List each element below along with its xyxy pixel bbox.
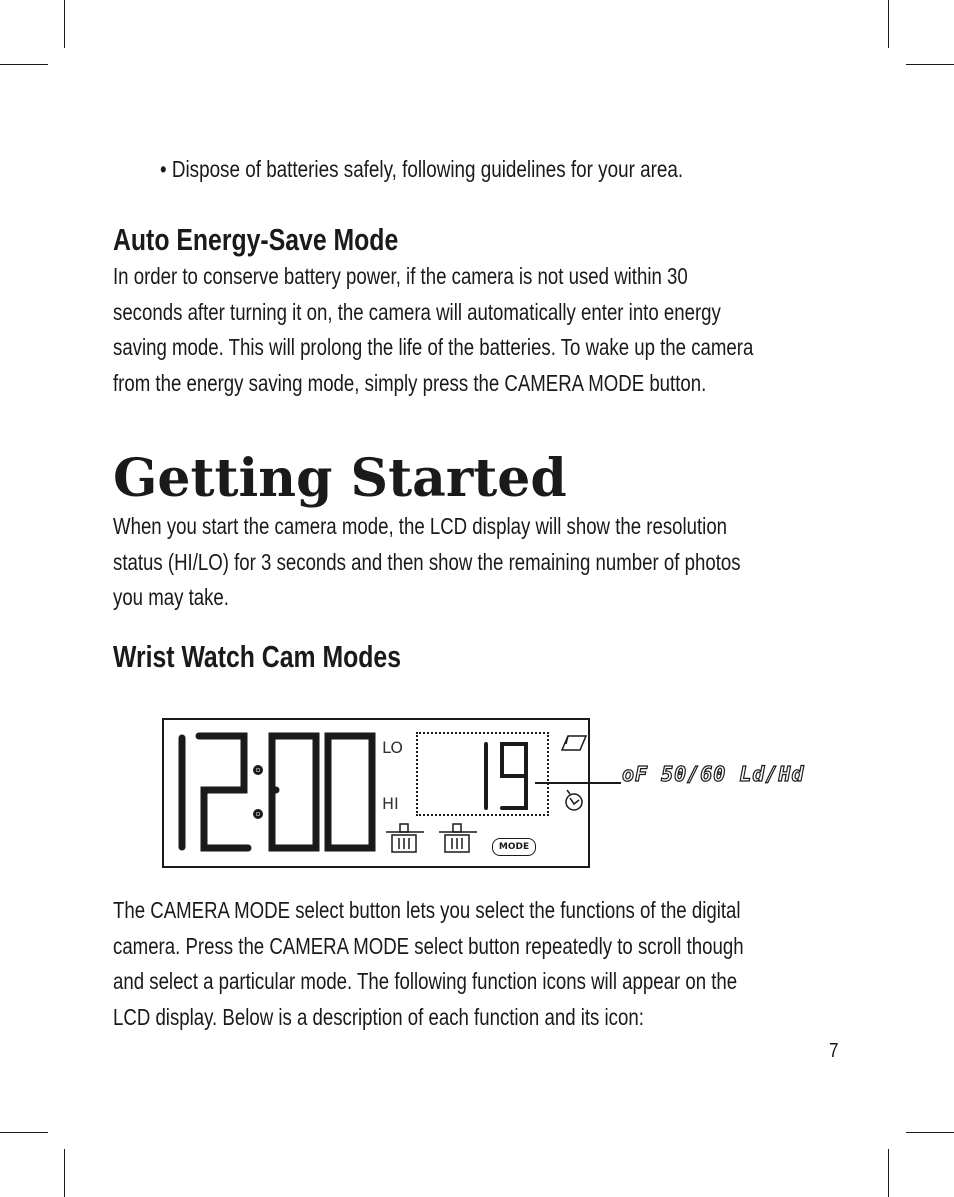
text-line: The CAMERA MODE select button lets you select the functions of the digital [113,897,741,923]
crop-mark [0,64,48,65]
text-line: you may take. [113,584,229,610]
crop-mark [0,1132,48,1133]
text-line: status (HI/LO) for 3 seconds and then show the remaining number of photos [113,548,741,575]
crop-mark [888,0,889,48]
text-line: from the energy saving mode, simply press the CAMERA MODE button. [113,369,707,396]
mode-icon: MODE [492,838,536,856]
heading-modes: Wrist Watch Cam Modes [113,639,401,674]
crop-mark [64,1149,65,1197]
paragraph-getting-started [113,509,842,616]
text-line: In order to conserve battery power, if the camera is not used within 30 [113,263,688,289]
heading-energy-save: Auto Energy-Save Mode [113,222,399,257]
lcd-display-figure [162,718,590,868]
text-line: LCD display. Below is a description of each function and its icon: [113,1003,644,1030]
callout-line [535,782,621,784]
crop-mark [906,1132,954,1133]
lcd-photo-counter-box [416,732,549,816]
page-number: 7 [829,1040,839,1062]
bullet-item: • Dispose of batteries safely, following guidelines for your area. [160,156,684,182]
text-line: When you start the camera mode, the LCD display will show the resolution [113,513,728,539]
battery-icon [386,824,424,852]
paragraph-modes [113,893,842,1035]
text-line: saving mode. This will prolong the life of the batteries. To wake up the camera [113,334,754,360]
text-line: camera. Press the CAMERA MODE select button repeatedly to scroll though [113,932,744,959]
battery-icon [439,824,477,852]
text-line: seconds after turning it on, the camera will automatically enter into energy [113,298,721,325]
paragraph-energy-save [113,259,842,401]
memory-card-icon [562,736,586,750]
text-line: and select a particular mode. The following function icons will appear on the [113,968,738,994]
crop-mark [906,64,954,65]
crop-mark [888,1149,889,1197]
crop-mark [64,0,65,48]
page-title: Getting Started [113,448,567,509]
lcd-hi-label: HI [382,794,399,813]
lcd-callout-text: oF 50/60 Ld/Hd [622,762,805,786]
lcd-lo-label: LO [382,738,403,757]
self-timer-icon [566,790,582,810]
